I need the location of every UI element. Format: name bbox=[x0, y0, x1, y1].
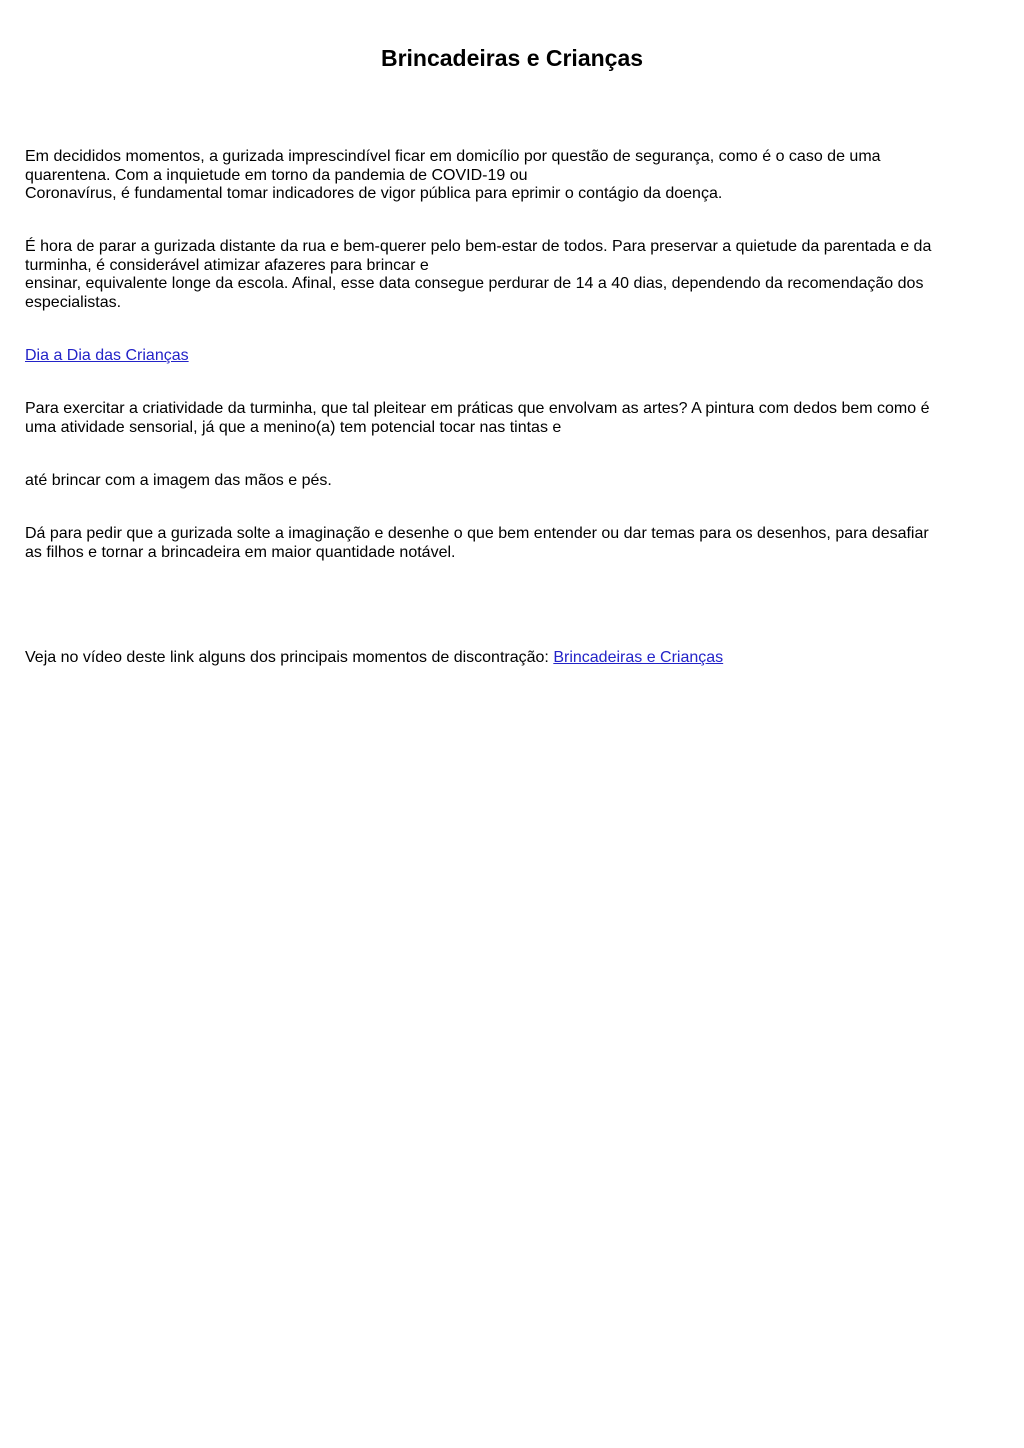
page-title: Brincadeiras e Crianças bbox=[380, 45, 644, 71]
paragraph-stay-home bbox=[25, 238, 1005, 312]
paragraph-line: especialistas. bbox=[25, 293, 122, 311]
paragraph-line: ensinar, equivalente longe da escola. Afinal, esse data consegue perdurar de 14 a 40 dias, dependendo da recomendação dos bbox=[25, 275, 924, 292]
paragraph-line: Coronavírus, é fundamental tomar indicadores de vigor pública para eprimir o contágio da doença. bbox=[25, 185, 723, 202]
paragraph-line: as filhos e tornar a brincadeira em maior quantidade notável. bbox=[25, 543, 456, 561]
dia-a-dia-link[interactable]: Dia a Dia das Crianças bbox=[25, 347, 189, 364]
link-paragraph bbox=[25, 347, 1005, 366]
paragraph-hands-feet bbox=[25, 472, 1005, 491]
paragraph-imagination bbox=[25, 525, 1005, 562]
paragraph-line: turminha, é considerável atimizar afazeres para brincar e bbox=[25, 256, 429, 274]
video-paragraph bbox=[25, 649, 1005, 668]
paragraph-line: Dá para pedir que a gurizada solte a imaginação e desenhe o que bem entender ou dar temas para os desenhos, para desafiar bbox=[25, 525, 929, 542]
paragraph-line: Em decididos momentos, a gurizada imprescindível ficar em domicílio por questão de segurança, como é o caso de uma bbox=[25, 148, 881, 165]
video-text: Veja no vídeo deste link alguns dos principais momentos de discontração: bbox=[25, 649, 554, 666]
paragraph-line: uma atividade sensorial, já que a menino(a) tem potencial tocar nas tintas e bbox=[25, 418, 562, 436]
brincadeiras-video-link[interactable]: Brincadeiras e Crianças bbox=[553, 649, 724, 666]
paragraph-line: É hora de parar a gurizada distante da rua e bem-querer pelo bem-estar de todos. Para preservar a quietude da parentada e da bbox=[25, 238, 932, 255]
paragraph-line: até brincar com a imagem das mãos e pés. bbox=[25, 472, 332, 489]
paragraph-line: quarentena. Com a inquietude em torno da pandemia de COVID-19 ou bbox=[25, 166, 528, 184]
paragraph-quarantine bbox=[25, 148, 1005, 204]
paragraph-line: Para exercitar a criatividade da turminha, que tal pleitear em práticas que envolvam as artes? A pintura com dedos bem como é bbox=[25, 400, 930, 417]
paragraph-creativity bbox=[25, 400, 1005, 437]
